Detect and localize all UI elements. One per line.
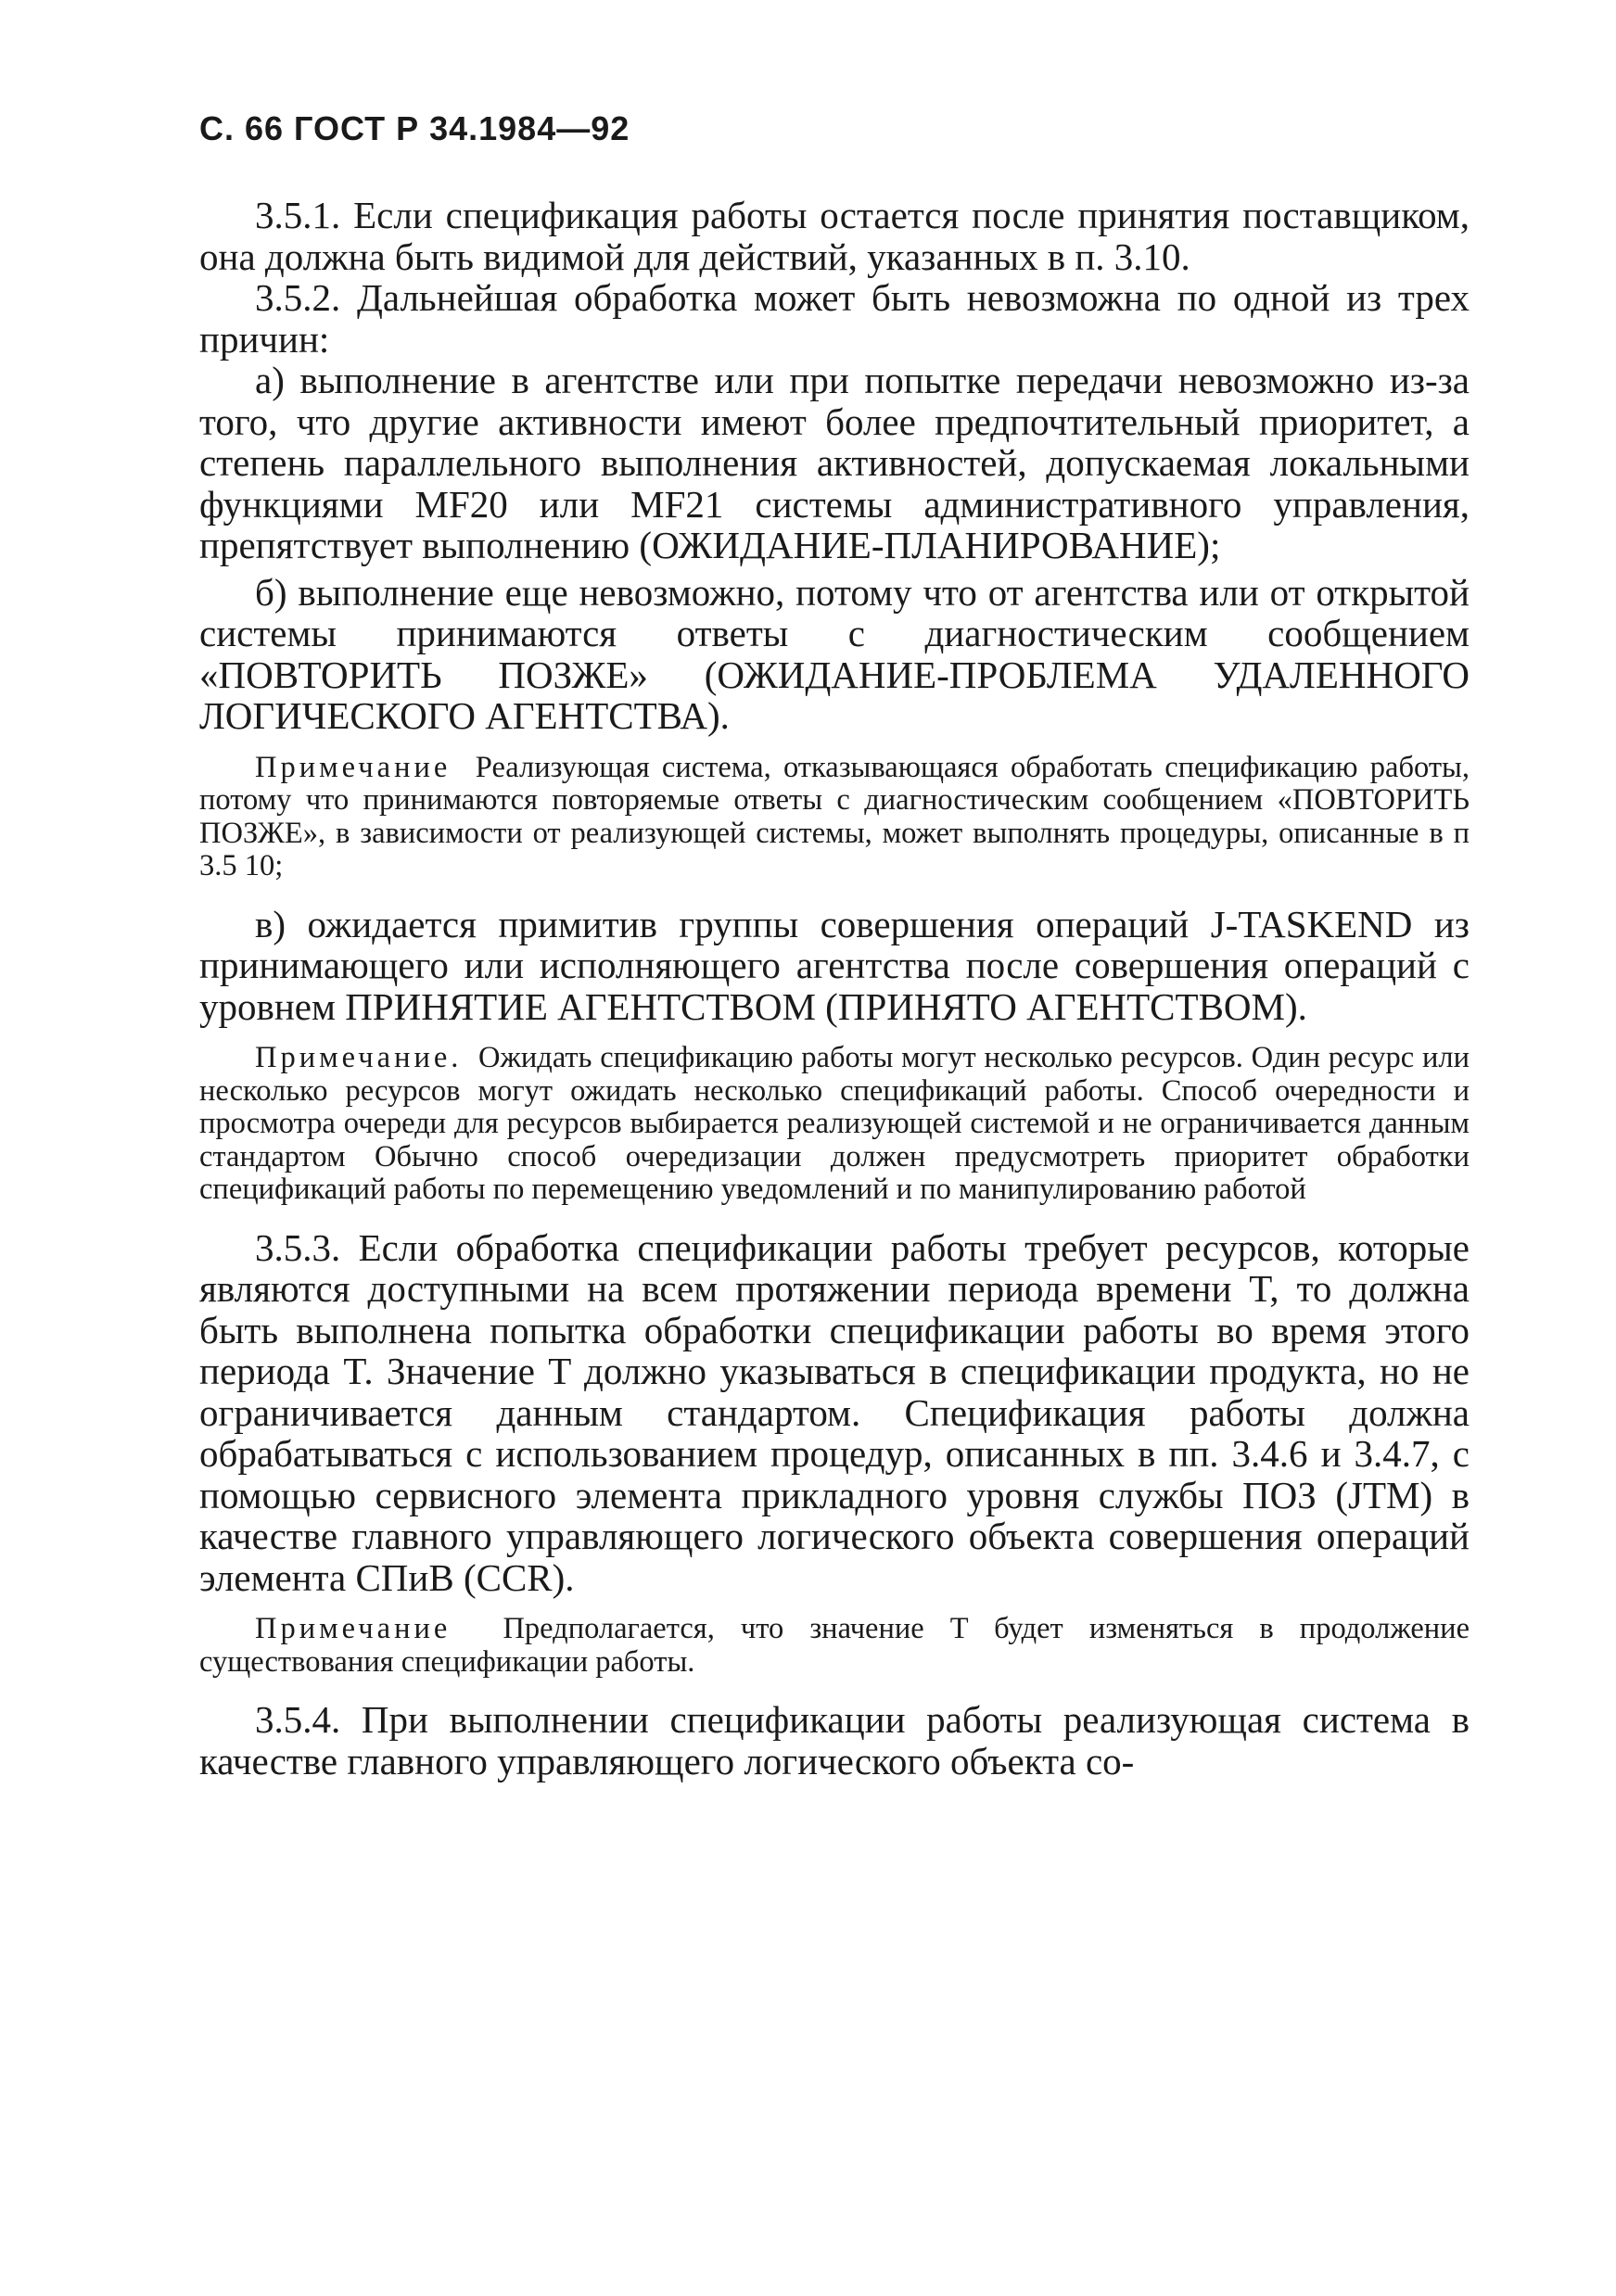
note-2 <box>199 1042 1470 1207</box>
paragraph-3-5-1: 3.5.1. Если спецификация работы остается после принятия поставщиком, она должна быть видимой для действий, указанных в п. 3.10. <box>199 194 1470 278</box>
paragraph-3-5-3: 3.5.3. Если обработка спецификации работы требует ресурсов, которые являются доступными на всем протяжении периода времени T, то должна быть выполнена попытка обработки спецификации работы во время этого периода T. Значение T должно указываться в спецификации продукта, но не ограничивается данным стандартом. Спецификация работы должна обрабатываться с использованием процедур, описанных в пп. 3.4.6 и 3.4.7, с помощью сервисного элемента прикладного уровня службы ПОЗ (JTM) в качестве главного управляющего логического объекта совершения операций элемента СПиВ (CCR). <box>199 1225 1470 1599</box>
running-head: С. 66 ГОСТ Р 34.1984—92 <box>199 109 630 147</box>
list-item-v: в) ожидается примитив группы совершения операций J-TASKEND из принимающего или исполняющего агентства после совершения операций с уровнем ПРИНЯТИЕ АГЕНТСТВОМ (ПРИНЯТО АГЕНТСТВОМ). <box>199 902 1470 1028</box>
note-1 <box>199 752 1470 883</box>
note-text: Предполагается, что значение T будет изменяться в продолжение существования спецификации работы. <box>199 1612 1470 1679</box>
note-text: Реализующая система, отказывающаяся обработать спецификацию работы, потому что принимаются повторяемые ответы с диагностическим сообщением «ПОВТОРИТЬ ПОЗЖЕ», в зависимости от реализующей системы, может выполнять процедуры, описанные в п 3.5 10; <box>199 750 1470 882</box>
document-page <box>199 109 1470 1782</box>
note-label: Примечание. <box>255 1041 463 1074</box>
list-item-a: а) выполнение в агентстве или при попытке передачи невозможно из-за того, что другие активности имеют более предпочтительный приоритет, а степень параллельного выполнения активностей, допускаемая локальными функциями MF20 или MF21 системы административного управления, препятствует выполнению (ОЖИДАНИЕ-ПЛАНИРОВАНИЕ); <box>199 359 1470 566</box>
paragraph-3-5-2: 3.5.2. Дальнейшая обработка может быть невозможна по одной из трех причин: <box>199 276 1470 361</box>
note-label: Примечание <box>255 1612 452 1645</box>
paragraph-3-5-4: 3.5.4. При выполнении спецификации работы реализующая система в качестве главного управляющего логического объекта со- <box>199 1698 1470 1782</box>
note-3 <box>199 1613 1470 1679</box>
list-item-b: б) выполнение еще невозможно, потому что от агентства или от открытой системы принимаются ответы с диагностическим сообщением «ПОВТОРИТЬ ПОЗЖЕ» (ОЖИДАНИЕ-ПРОБЛЕМА УДАЛЕННОГО ЛОГИЧЕСКОГО АГЕНТСТВА). <box>199 570 1470 737</box>
note-label: Примечание <box>255 750 452 784</box>
note-text: Ожидать спецификацию работы могут несколько ресурсов. Один ресурс или несколько ресурсов могут ожидать несколько спецификаций работы. Способ очередности и просмотра очереди для ресурсов выбирается реализующей системой и не ограничивается данным стандартом Обычно способ очередизации должен предусмотреть приоритет обработки спецификаций работы по перемещению уведомлений и по манипулированию работой <box>199 1041 1470 1206</box>
